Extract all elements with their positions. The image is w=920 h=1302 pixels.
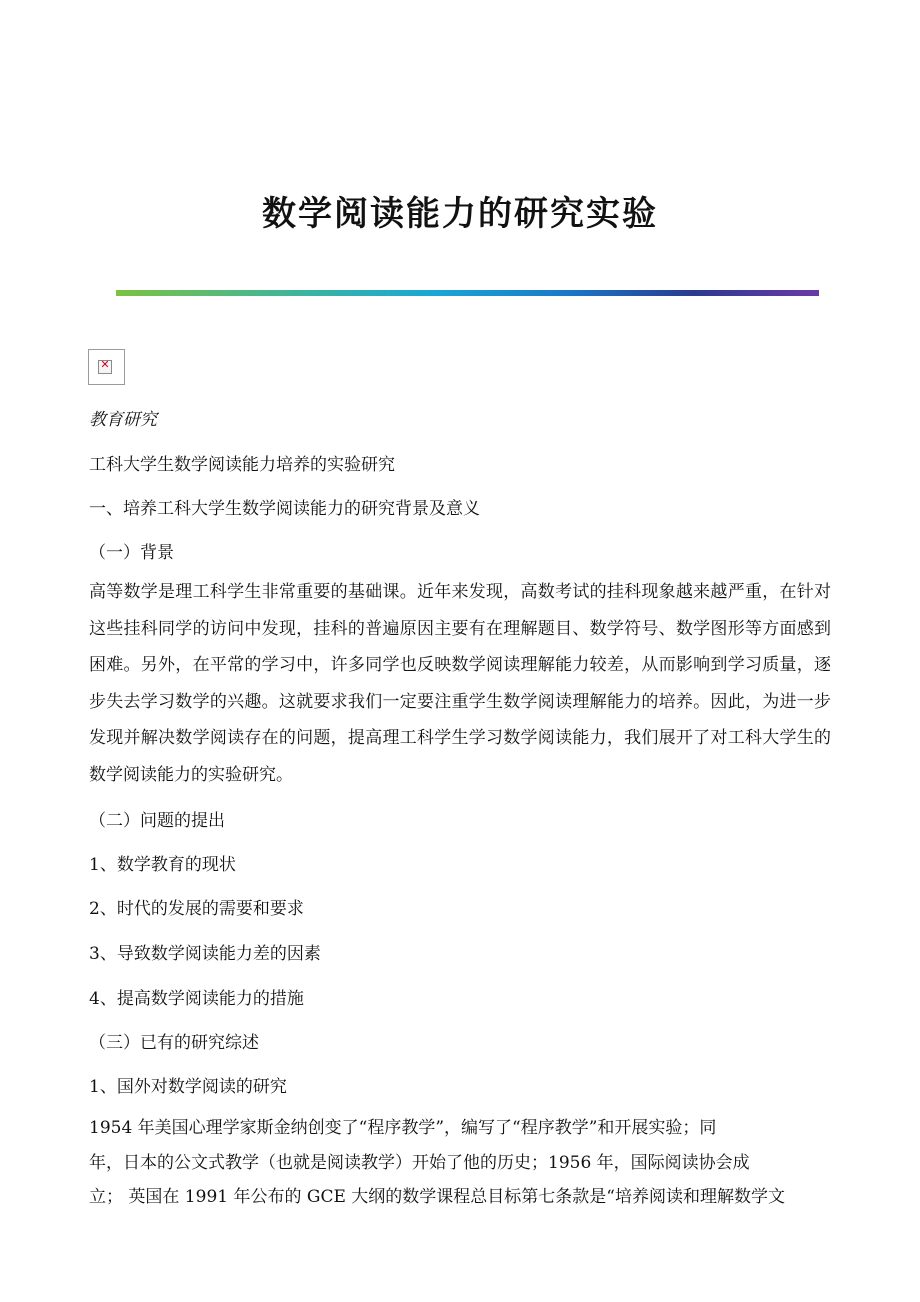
title-divider bbox=[116, 290, 819, 296]
error-x-icon: ✕ bbox=[100, 358, 110, 371]
subtitle: 工科大学生数学阅读能力培养的实验研究 bbox=[89, 455, 395, 475]
broken-image-frame bbox=[98, 360, 112, 374]
broken-image-icon bbox=[88, 349, 125, 385]
page-title: 数学阅读能力的研究实验 bbox=[262, 194, 658, 234]
history-line: 年，日本的公文式教学（也就是阅读教学）开始了他的历史；1956 年，国际阅读协会成 bbox=[89, 1152, 750, 1173]
category-label: 教育研究 bbox=[89, 410, 157, 430]
background-paragraph: 高等数学是理工科学生非常重要的基础课。近年来发现，高数考试的挂科现象越来越严重，在针对这些挂科同学的访问中发现，挂科的普遍原因主要有在理解题目、数学符号、数学图形等方面感到困难。另外，在平常的学习中，许多同学也反映数学阅读理解能力较差，从而影响到学习质量，逐步失去学习数学的兴趣。这就要求我们一定要注重学生数学阅读理解能力的培养。因此，为进一步发现并解决数学阅读存在的问题，提高理工科学生学习数学阅读能力，我们展开了对工科大学生的数学阅读能力的实验研究。 bbox=[89, 582, 831, 785]
history-line: 立； 英国在 1991 年公布的 GCE 大纲的数学课程总目标第七条款是“培养阅读和理解数学文 bbox=[89, 1187, 785, 1207]
list-item: 2、时代的发展的需要和要求 bbox=[89, 899, 304, 919]
list-item: 4、提高数学阅读能力的措施 bbox=[89, 989, 304, 1009]
section-heading: 一、培养工科大学生数学阅读能力的研究背景及意义 bbox=[89, 499, 480, 519]
history-paragraph bbox=[89, 1111, 831, 1215]
subsection-heading-background: （一）背景 bbox=[89, 543, 174, 563]
subsection-heading-review: （三）已有的研究综述 bbox=[89, 1033, 259, 1053]
review-item: 1、国外对数学阅读的研究 bbox=[89, 1077, 287, 1097]
subsection-heading-problem: （二）问题的提出 bbox=[89, 811, 225, 831]
list-item: 3、导致数学阅读能力差的因素 bbox=[89, 944, 321, 964]
list-item: 1、数学教育的现状 bbox=[89, 855, 236, 875]
history-line: 1954 年美国心理学家斯金纳创变了“程序教学”，编写了“程序教学”和开展实验；同 bbox=[89, 1118, 717, 1138]
